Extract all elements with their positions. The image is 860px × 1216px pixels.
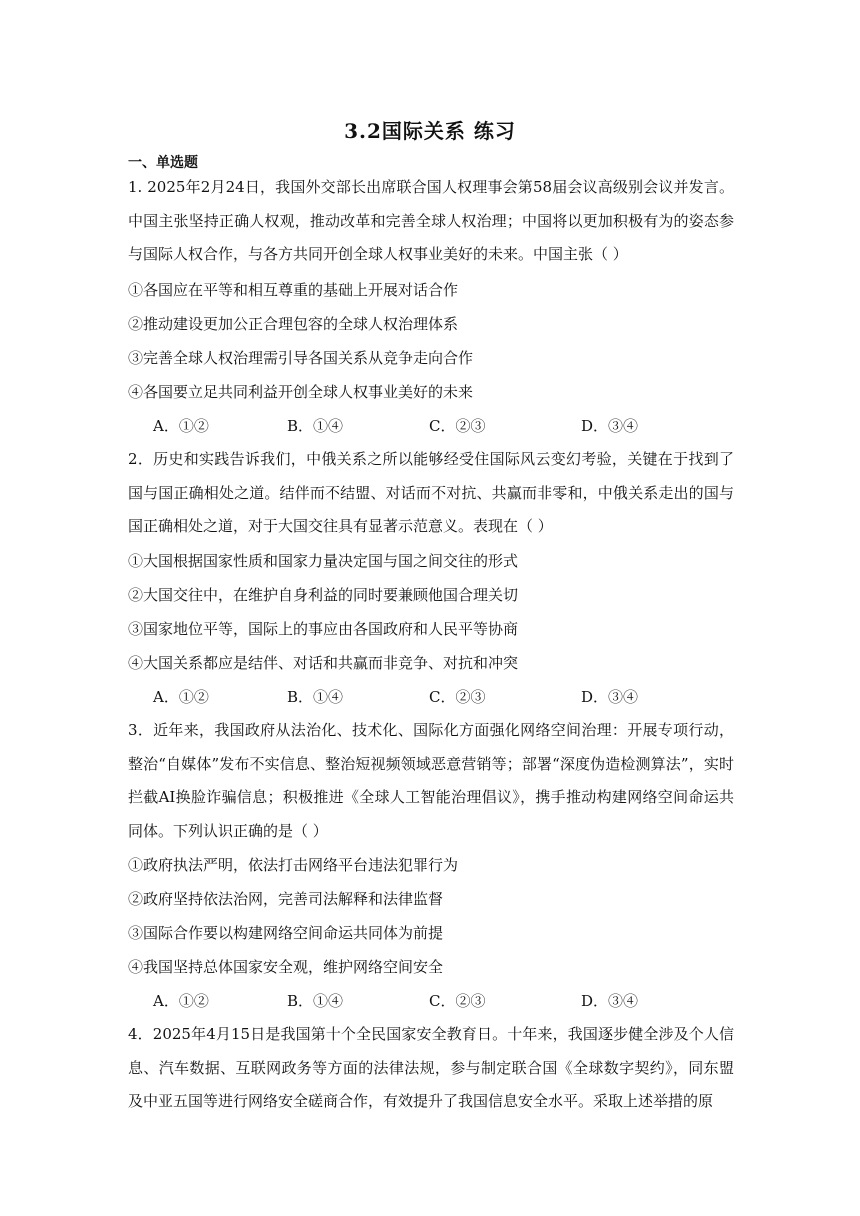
choice-b[interactable]: B．①④: [287, 688, 344, 706]
question-3-option: ②政府坚持依法治网，完善司法解释和法律监督: [128, 890, 444, 908]
question-2-option: ③国家地位平等，国际上的事应由各国政府和人民平等协商: [128, 620, 519, 638]
question-1-stem: 1. 2025年2月24日，我国外交部长出席联合国人权理事会第58届会议高级别会议并发言。中国主张坚持正确人权观，推动改革和完善全球人权治理；中国将以更加积极有为的姿态参与国际人权合作，与各方共同开创全球人权事业美好的未来。中国主张（ ）: [128, 178, 734, 263]
choice-d[interactable]: D．③④: [581, 992, 639, 1010]
question-3-option: ④我国坚持总体国家安全观，维护网络空间安全: [128, 958, 444, 976]
choice-b[interactable]: B．①④: [287, 417, 344, 435]
choice-b[interactable]: B．①④: [287, 992, 344, 1010]
question-2-stem: 2．历史和实践告诉我们，中俄关系之所以能够经受住国际风云变幻考验，关键在于找到了国与国正确相处之道。结伴而不结盟、对话而不对抗、共赢而非零和，中俄关系走出的国与国正确相处之道，对于大国交往具有显著示范意义。表现在（ ）: [128, 450, 734, 535]
question-1-option: ②推动建设更加公正合理包容的全球人权治理体系: [128, 315, 459, 333]
choice-c[interactable]: C．②③: [429, 688, 486, 706]
question-2-option: ①大国根据国家性质和国家力量决定国与国之间交往的形式: [128, 552, 519, 570]
choice-d[interactable]: D．③④: [581, 417, 639, 435]
question-2-option: ④大国关系都应是结伴、对话和共赢而非竞争、对抗和冲突: [128, 654, 519, 672]
question-1-option: ③完善全球人权治理需引导各国关系从竞争走向合作: [128, 349, 474, 367]
question-4-stem: 4．2025年4月15日是我国第十个全民国家安全教育日。十年来，我国逐步健全涉及个人信息、汽车数据、互联网政务等方面的法律法规，参与制定联合国《全球数字契约》，同东盟及中亚五国等进行网络安全磋商合作，有效提升了我国信息安全水平。采取上述举措的原: [128, 1025, 734, 1110]
choice-d[interactable]: D．③④: [581, 688, 639, 706]
page-title: 3.2国际关系 练习: [344, 119, 516, 143]
question-2-option: ②大国交往中，在维护自身利益的同时要兼顾他国合理关切: [128, 586, 519, 604]
question-3-stem: 3．近年来，我国政府从法治化、技术化、国际化方面强化网络空间治理：开展专项行动，整治“自媒体”发布不实信息、整治短视频领域恶意营销等；部署“深度伪造检测算法”，实时拦截AI换脸诈骗信息；积极推进《全球人工智能治理倡议》，携手推动构建网络空间命运共同体。下列认识正确的是（ ）: [128, 721, 734, 840]
choice-a[interactable]: A．①②: [153, 688, 209, 706]
choice-c[interactable]: C．②③: [429, 992, 486, 1010]
question-1-option: ④各国要立足共同利益开创全球人权事业美好的未来: [128, 383, 474, 401]
section-heading: 一、单选题: [128, 155, 198, 171]
question-1-option: ①各国应在平等和相互尊重的基础上开展对话合作: [128, 281, 459, 299]
question-3-option: ①政府执法严明，依法打击网络平台违法犯罪行为: [128, 856, 459, 874]
choice-c[interactable]: C．②③: [429, 417, 486, 435]
choice-a[interactable]: A．①②: [153, 417, 209, 435]
question-3-option: ③国际合作要以构建网络空间命运共同体为前提: [128, 924, 444, 942]
choice-a[interactable]: A．①②: [153, 992, 209, 1010]
